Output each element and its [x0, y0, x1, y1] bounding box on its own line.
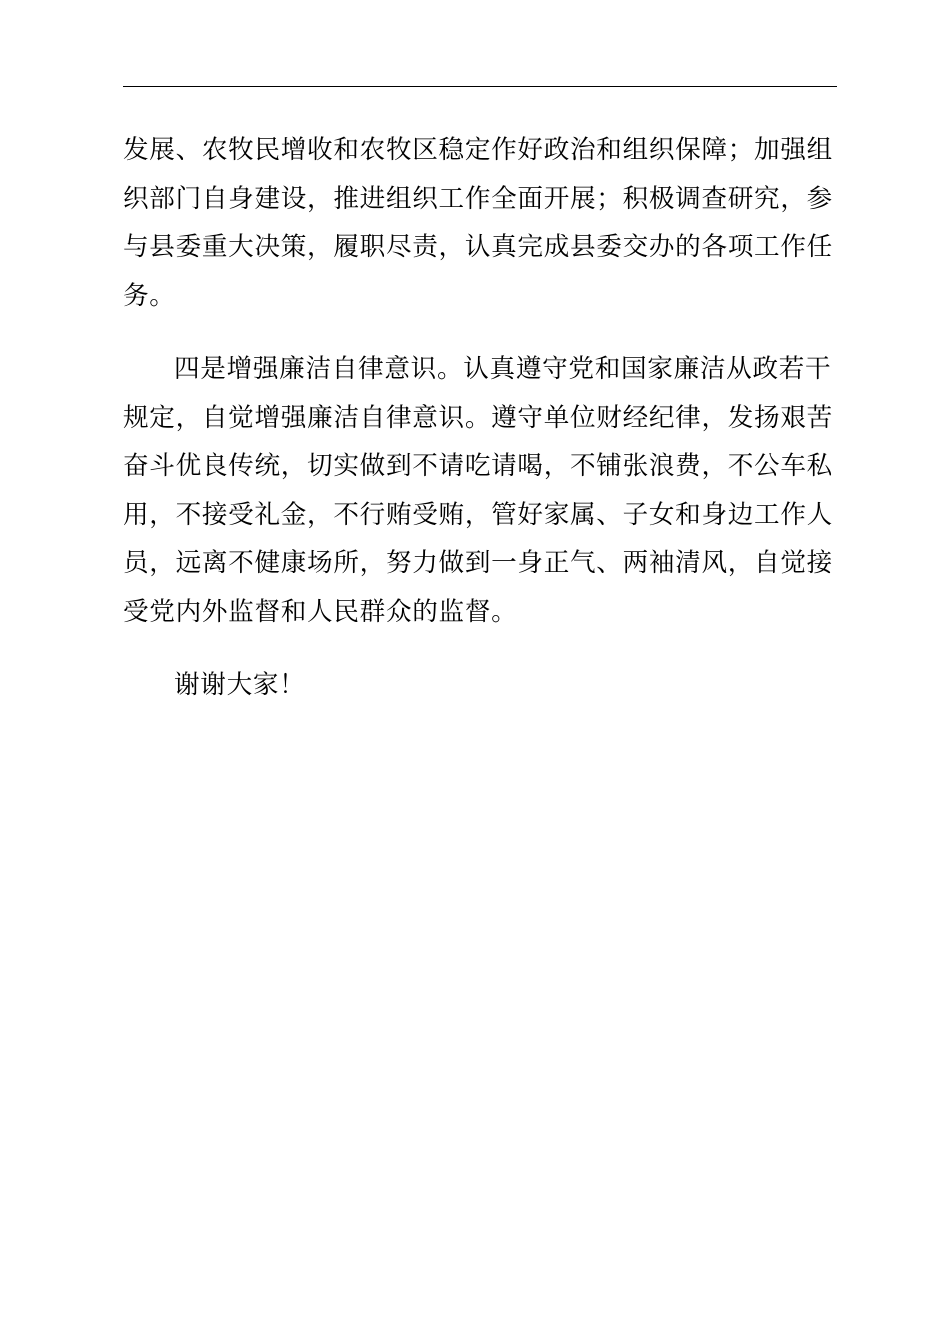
paragraph-integrity	[123, 345, 837, 636]
text-line: 与县委重大决策，履职尽责，认真完成县委交办的各项工作任	[123, 232, 833, 262]
text-line: 员，远离不健康场所，努力做到一身正气、两袖清风，自觉接	[123, 548, 833, 578]
text-line: 受党内外监督和人民群众的监督。	[123, 596, 518, 627]
text-line: 织部门自身建设，推进组织工作全面开展；积极调查研究，参	[123, 183, 833, 214]
text-line: 四是增强廉洁自律意识。认真遵守党和国家廉洁从政若干	[174, 354, 832, 384]
text-line: 发展、农牧民增收和农牧区稳定作好政治和组织保障；加强组	[123, 135, 833, 165]
text-line: 奋斗优良传统，切实做到不请吃请喝，不铺张浪费，不公车私	[123, 451, 833, 481]
paragraph-closing	[123, 661, 837, 710]
document-body	[123, 126, 837, 735]
header-rule	[123, 86, 837, 87]
closing-text: 谢谢大家！	[174, 670, 306, 700]
paragraph-continued	[123, 126, 837, 320]
text-line: 用，不接受礼金，不行贿受贿，管好家属、子女和身边工作人	[123, 499, 833, 530]
text-line: 规定，自觉增强廉洁自律意识。遵守单位财经纪律，发扬艰苦	[123, 402, 833, 433]
text-line: 务。	[123, 280, 176, 311]
